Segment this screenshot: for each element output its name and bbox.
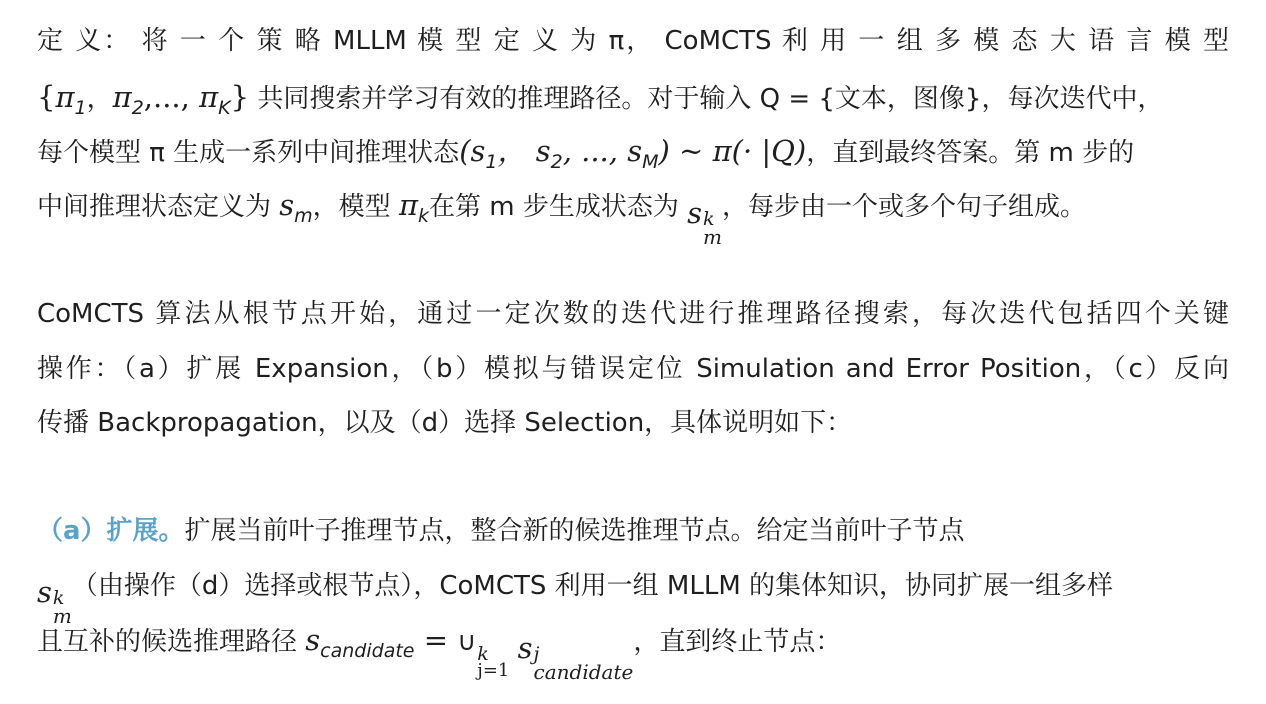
math-pi-k: π (199, 80, 219, 114)
math-union-limits (476, 637, 509, 680)
definition-text: 每个模型 π 生成一系列中间推理状态 (37, 138, 460, 168)
math-sep: ， (86, 84, 113, 114)
math-sub: j=1 (477, 660, 510, 681)
math-sub-2: 2 (131, 97, 144, 119)
math-ellipsis: ,..., (143, 80, 200, 114)
algorithm-line-2 (37, 349, 1229, 389)
expansion-line-2 (37, 566, 1229, 626)
math-s-j-candidate (517, 631, 634, 684)
algorithm-line-1 (37, 294, 1229, 334)
math-sub: candidate (533, 660, 634, 684)
algorithm-text: 操作：（a）扩展 Expansion，（b）模拟与错误定位 Simulation and Error Position，（c）反向 (37, 354, 1229, 384)
algorithm-text: CoMCTS 算法从根节点开始，通过一定次数的迭代进行推理路径搜索，每次迭代包括四个关键 (37, 299, 1229, 329)
definition-text: ，直到最终答案。第 m 步的 (806, 138, 1135, 168)
math-sup: k (703, 208, 715, 230)
definition-line-3 (37, 131, 1229, 182)
math-equals: = (414, 623, 458, 657)
definition-text: 在第 m 步生成状态为 (429, 192, 688, 222)
math-sub: M (642, 151, 659, 173)
math-base: s (517, 631, 533, 665)
math-brace-close: } (230, 80, 250, 114)
math-sup: k (477, 643, 489, 665)
definition-text: 共同搜索并学习有效的推理路径。对于输入 Q = {文本，图像}，每次迭代中， (257, 84, 1164, 114)
algorithm-line-3 (37, 403, 1229, 443)
math-sup: j (533, 643, 540, 665)
expansion-text: 扩展当前叶子推理节点，整合新的候选推理节点。给定当前叶子节点 (184, 516, 965, 546)
definition-line-4 (37, 185, 1229, 247)
definition-line-2 (37, 77, 1229, 128)
math-sub-1: 1 (74, 97, 87, 119)
definition-line-1 (37, 21, 1229, 61)
definition-text: 中间推理状态定义为 (37, 192, 280, 222)
math-s-k-m (687, 196, 722, 249)
expansion-heading: （a）扩展。 (37, 516, 185, 546)
expansion-line-3 (37, 620, 1229, 682)
math-sub: m (52, 604, 72, 628)
math-s: s (305, 623, 321, 657)
math-sub: m (294, 205, 313, 227)
math-union: ∪ (457, 627, 477, 657)
definition-text: ，模型 (312, 192, 399, 222)
definition-text: ，每步由一个或多个句子组成。 (722, 192, 1087, 222)
math-sub: 1 (485, 151, 498, 173)
math-sup: k (52, 587, 65, 609)
algorithm-text: 传播 Backpropagation，以及（d）选择 Selection，具体说明如下： (37, 408, 853, 438)
math-state-mid: , ..., s (562, 134, 643, 168)
expansion-line-1 (37, 511, 1229, 551)
math-sub: candidate (320, 640, 415, 662)
math-state-open: (s (459, 134, 486, 168)
expansion-text: ，直到终止节点： (633, 627, 842, 657)
math-pi: π (55, 80, 75, 114)
math-sub: 2 (550, 151, 563, 173)
definition-text: 定 义： 将 一 个 策 略 MLLM 模 型 定 义 为 π， CoMCTS 利 用 一 组 多 模 态 大 语 言 模 型 (37, 26, 1229, 56)
math-state-tail: ) ~ π(· |Q) (658, 134, 807, 168)
math-state-mid: ， s (497, 134, 551, 168)
math-sub: k (418, 205, 430, 227)
math-pi: π (398, 188, 418, 222)
expansion-text: 且互补的候选推理路径 (37, 627, 306, 657)
math-s-k-m (37, 575, 72, 628)
math-sub-K: K (218, 97, 231, 119)
expansion-text: （由操作（d）选择或根节点），CoMCTS 利用一组 MLLM 的集体知识，协同扩展一组多样 (71, 571, 1114, 601)
math-sub: m (703, 225, 722, 249)
math-s: s (279, 188, 295, 222)
math-brace-open: { (37, 80, 56, 114)
math-base: s (687, 196, 703, 230)
math-base: s (37, 575, 52, 609)
math-pi-2: π (112, 80, 132, 114)
